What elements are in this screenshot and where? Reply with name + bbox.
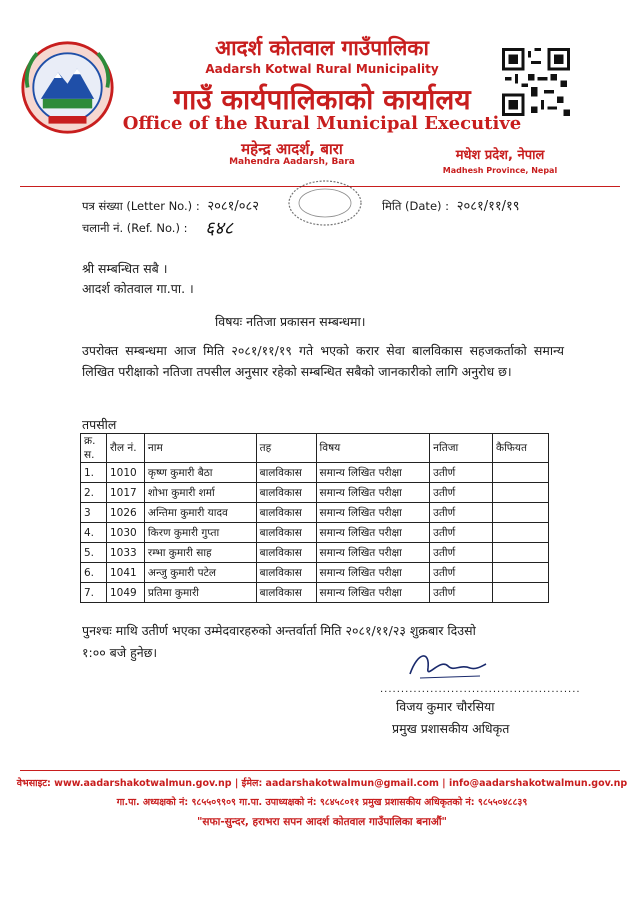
postscript-line1: पुनश्चः माथि उतीर्ण भएका उम्मेदवारहरुको अन्तर्वार्ता मिति २०८१/११/२३ शुक्रबार दिउसो xyxy=(82,623,476,638)
cell-serial: 3 xyxy=(81,503,107,523)
cell-roll: 1033 xyxy=(106,543,144,563)
results-table xyxy=(80,433,549,603)
cell-name: कृष्ण कुमारी बैठा xyxy=(144,463,256,483)
footer-divider xyxy=(20,770,620,771)
cell-roll: 1017 xyxy=(106,483,144,503)
table-row xyxy=(81,463,549,483)
recipient-line2: आदर्श कोतवाल गा.पा. । xyxy=(82,281,194,296)
header-name: नाम xyxy=(144,434,256,463)
municipality-name-en: Aadarsh Kotwal Rural Municipality xyxy=(205,62,439,76)
cell-remarks xyxy=(493,543,549,563)
footer-contact-phones: गा.पा. अध्यक्षको नं: ९८५५०९९०९ गा.पा. उपाध्यक्षको नं: ९८४५८०११ प्रमुख प्रशासकीय अधिकृतको नं: ९८५५०४८८३९ xyxy=(116,797,528,808)
cell-level: बालविकास xyxy=(256,503,316,523)
cell-name: अन्तिमा कुमारी यादव xyxy=(144,503,256,523)
table-row xyxy=(81,483,549,503)
cell-result: उतीर्ण xyxy=(430,463,493,483)
cell-remarks xyxy=(493,463,549,483)
letter-no-label: पत्र संख्या (Letter No.) : xyxy=(82,199,200,213)
cell-level: बालविकास xyxy=(256,543,316,563)
ref-no-label: चलानी नं. (Ref. No.) : xyxy=(82,221,188,235)
letter-no-value: २०८१/०८२ xyxy=(207,199,260,214)
cell-serial: 4. xyxy=(81,523,107,543)
cell-serial: 1. xyxy=(81,463,107,483)
postscript-line2: १:०० बजे हुनेछ। xyxy=(82,645,158,660)
cell-roll: 1049 xyxy=(106,583,144,603)
cell-name: शोभा कुमारी शर्मा xyxy=(144,483,256,503)
place-np: महेन्द्र आदर्श, बारा xyxy=(241,140,343,158)
table-row xyxy=(81,543,549,563)
cell-remarks xyxy=(493,503,549,523)
province-np: मधेश प्रदेश, नेपाल xyxy=(455,148,545,163)
header-subject: विषय xyxy=(316,434,430,463)
table-row xyxy=(81,583,549,603)
subject-line: विषयः नतिजा प्रकासन सम्बन्धमा। xyxy=(215,314,366,329)
signature-line: ................................................ xyxy=(380,684,581,695)
cell-name: प्रतिमा कुमारी xyxy=(144,583,256,603)
cell-result: उतीर्ण xyxy=(430,523,493,543)
cell-result: उतीर्ण xyxy=(430,563,493,583)
cell-subject: समान्य लिखित परीक्षा xyxy=(316,483,430,503)
cell-remarks xyxy=(493,483,549,503)
cell-subject: समान्य लिखित परीक्षा xyxy=(316,563,430,583)
header-remarks: कैफियत xyxy=(493,434,549,463)
cell-remarks xyxy=(493,563,549,583)
place-en: Mahendra Aadarsh, Bara xyxy=(229,157,355,167)
cell-remarks xyxy=(493,583,549,603)
signatory-name: विजय कुमार चौरसिया xyxy=(396,699,495,714)
cell-serial: 2. xyxy=(81,483,107,503)
cell-roll: 1026 xyxy=(106,503,144,523)
footer-slogan: "सफा-सुन्दर, हराभरा सपन आदर्श कोतवाल गाउँपालिका बनाऔं" xyxy=(196,816,448,828)
table-row xyxy=(81,523,549,543)
cell-level: बालविकास xyxy=(256,563,316,583)
cell-name: किरण कुमारी गुप्ता xyxy=(144,523,256,543)
cell-subject: समान्य लिखित परीक्षा xyxy=(316,583,430,603)
header-result: नतिजा xyxy=(430,434,493,463)
ref-no-value: ६४८ xyxy=(205,218,234,239)
cell-serial: 5. xyxy=(81,543,107,563)
office-stamp xyxy=(285,178,365,228)
table-header-row xyxy=(81,434,549,463)
header-roll: रौल नं. xyxy=(106,434,144,463)
cell-name: अन्जु कुमारी पटेल xyxy=(144,563,256,583)
cell-result: उतीर्ण xyxy=(430,583,493,603)
cell-level: बालविकास xyxy=(256,463,316,483)
table-row xyxy=(81,563,549,583)
date-value: २०८१/११/१९ xyxy=(456,199,520,214)
cell-roll: 1030 xyxy=(106,523,144,543)
cell-name: रम्भा कुमारी साह xyxy=(144,543,256,563)
cell-roll: 1010 xyxy=(106,463,144,483)
cell-level: बालविकास xyxy=(256,483,316,503)
signatory-title: प्रमुख प्रशासकीय अधिकृत xyxy=(392,721,510,736)
recipient-line1: श्री सम्बन्धित सबै । xyxy=(82,261,168,276)
cell-serial: 6. xyxy=(81,563,107,583)
header-serial: क्र. स. xyxy=(81,434,107,463)
office-name-np: गाउँ कार्यपालिकाको कार्यालय xyxy=(173,83,471,116)
date-label: मिति (Date) : xyxy=(382,199,450,213)
office-name-en: Office of the Rural Municipal Executive xyxy=(122,113,522,134)
cell-subject: समान्य लिखित परीक्षा xyxy=(316,463,430,483)
cell-serial: 7. xyxy=(81,583,107,603)
municipality-name-np: आदर्श कोतवाल गाउँपालिका xyxy=(215,36,429,60)
cell-remarks xyxy=(493,523,549,543)
cell-result: उतीर्ण xyxy=(430,543,493,563)
cell-subject: समान्य लिखित परीक्षा xyxy=(316,543,430,563)
cell-result: उतीर्ण xyxy=(430,503,493,523)
handwritten-signature xyxy=(400,646,490,686)
province-en: Madhesh Province, Nepal xyxy=(442,166,558,175)
body-paragraph: उपरोक्त सम्बन्धमा आज मिति २०८१/११/१९ गते भएको करार सेवा बालविकास सहजकर्ताको समान्य लिखित परीक्षाको नतिजा तपसील अनुसार रहेको सम्बन्धित सबैको जानकारीको लागि अनुरोध छ। xyxy=(82,343,564,379)
header-level: तह xyxy=(256,434,316,463)
cell-subject: समान्य लिखित परीक्षा xyxy=(316,503,430,523)
footer-contact-web-email: वेभसाइट: www.aadarshakotwalmun.gov.np | ईमेल: aadarshakotwalmun@gmail.com | info@aadarshakotwalmun.gov.np xyxy=(16,778,628,789)
cell-level: बालविकास xyxy=(256,583,316,603)
cell-result: उतीर्ण xyxy=(430,483,493,503)
cell-roll: 1041 xyxy=(106,563,144,583)
table-row xyxy=(81,503,549,523)
cell-subject: समान्य लिखित परीक्षा xyxy=(316,523,430,543)
table-caption: तपसील xyxy=(82,417,117,432)
cell-level: बालविकास xyxy=(256,523,316,543)
